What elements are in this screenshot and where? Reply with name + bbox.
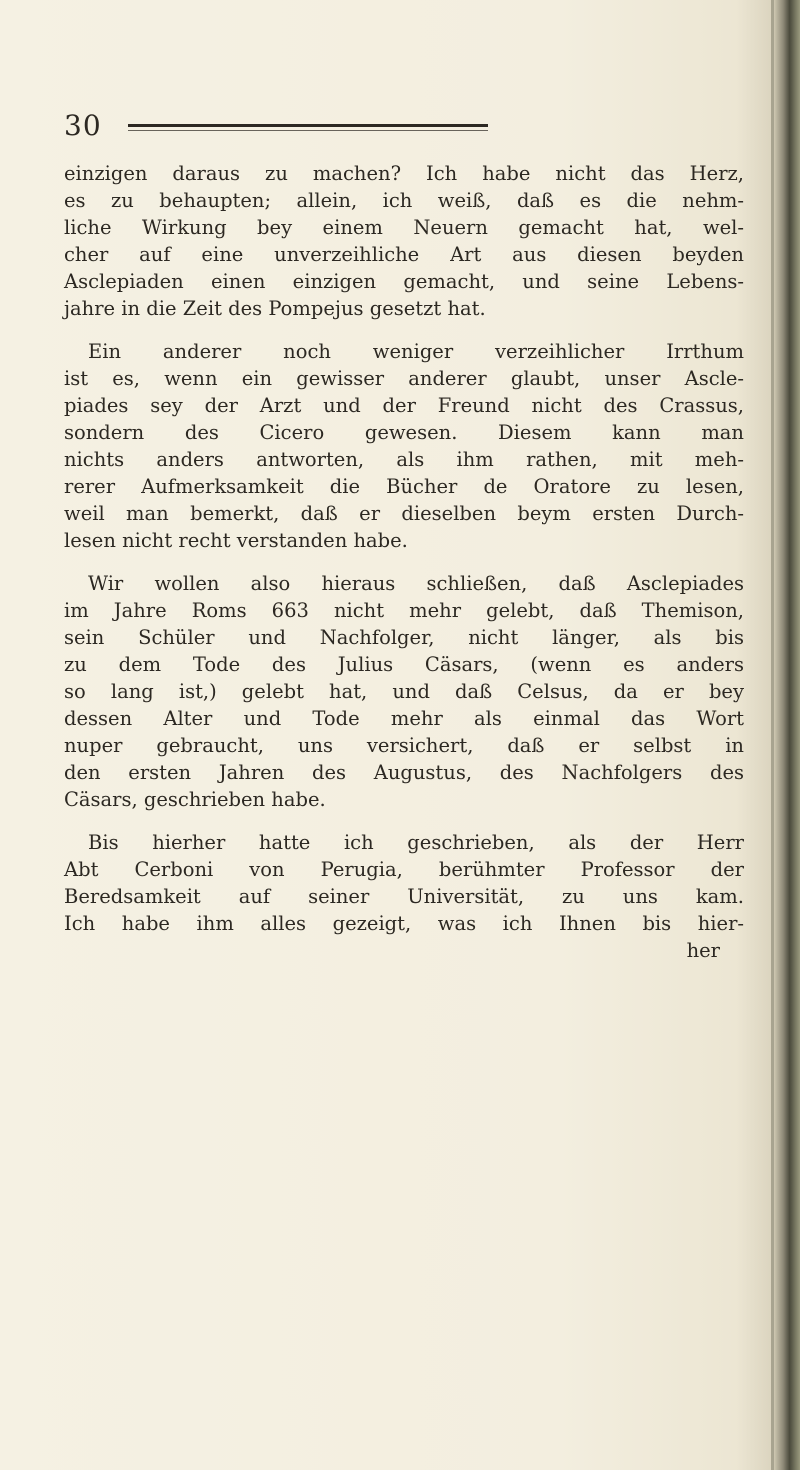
page-number: 30 bbox=[64, 109, 102, 142]
text-line: nichts anders antworten, als ihm rathen, mit meh- bbox=[64, 448, 744, 471]
text-line: weil man bemerkt, daß er dieselben beym ersten Durch- bbox=[64, 502, 744, 525]
text-line: so lang ist,) gelebt hat, und daß Celsus, da er bey bbox=[64, 680, 744, 703]
text-line: nuper gebraucht, uns versichert, daß er selbst in bbox=[64, 734, 744, 757]
text-line: sein Schüler und Nachfolger, nicht länger, als bis bbox=[64, 626, 744, 649]
text-line: es zu behaupten; allein, ich weiß, daß es die nehm- bbox=[64, 189, 744, 212]
text-line: Beredsamkeit auf seiner Universität, zu uns kam. bbox=[64, 885, 744, 908]
text-line: im Jahre Roms 663 nicht mehr gelebt, daß Themison, bbox=[64, 599, 744, 622]
book-spine bbox=[774, 0, 800, 1470]
text-line: liche Wirkung bey einem Neuern gemacht hat, wel- bbox=[64, 216, 744, 239]
text-line: Wir wollen also hieraus schließen, daß Asclepiades bbox=[88, 572, 744, 595]
text-line: lesen nicht recht verstanden habe. bbox=[64, 529, 408, 552]
text-line: Ein anderer noch weniger verzeihlicher Irrthum bbox=[88, 340, 744, 363]
text-line: ist es, wenn ein gewisser anderer glaubt, unser Ascle- bbox=[64, 367, 744, 390]
text-line: einzigen daraus zu machen? Ich habe nicht das Herz, bbox=[64, 162, 744, 185]
paragraph-3 bbox=[64, 570, 744, 813]
text-line: den ersten Jahren des Augustus, des Nachfolgers des bbox=[64, 761, 744, 784]
header-rule bbox=[128, 124, 488, 127]
text-line: Ich habe ihm alles gezeigt, was ich Ihnen bis hier- bbox=[64, 912, 744, 935]
text-line: piades sey der Arzt und der Freund nicht des Crassus, bbox=[64, 394, 744, 417]
text-line: cher auf eine unverzeihliche Art aus diesen beyden bbox=[64, 243, 744, 266]
catchword: her bbox=[686, 939, 720, 962]
text-line: zu dem Tode des Julius Cäsars, (wenn es anders bbox=[64, 653, 744, 676]
text-line: dessen Alter und Tode mehr als einmal das Wort bbox=[64, 707, 744, 730]
body-text bbox=[64, 160, 744, 964]
paragraph-2 bbox=[64, 338, 744, 554]
text-line: Abt Cerboni von Perugia, berühmter Professor der bbox=[64, 858, 744, 881]
text-line: jahre in die Zeit des Pompejus gesetzt hat. bbox=[64, 297, 486, 320]
text-line: Asclepiaden einen einzigen gemacht, und seine Lebens- bbox=[64, 270, 744, 293]
text-line: Cäsars, geschrieben habe. bbox=[64, 788, 326, 811]
text-line: Bis hierher hatte ich geschrieben, als der Herr bbox=[88, 831, 744, 854]
paragraph-4 bbox=[64, 829, 744, 937]
text-line: rerer Aufmerksamkeit die Bücher de Oratore zu lesen, bbox=[64, 475, 744, 498]
header-rule-thin bbox=[128, 130, 488, 131]
paragraph-1 bbox=[64, 160, 744, 322]
text-line: sondern des Cicero gewesen. Diesem kann man bbox=[64, 421, 744, 444]
